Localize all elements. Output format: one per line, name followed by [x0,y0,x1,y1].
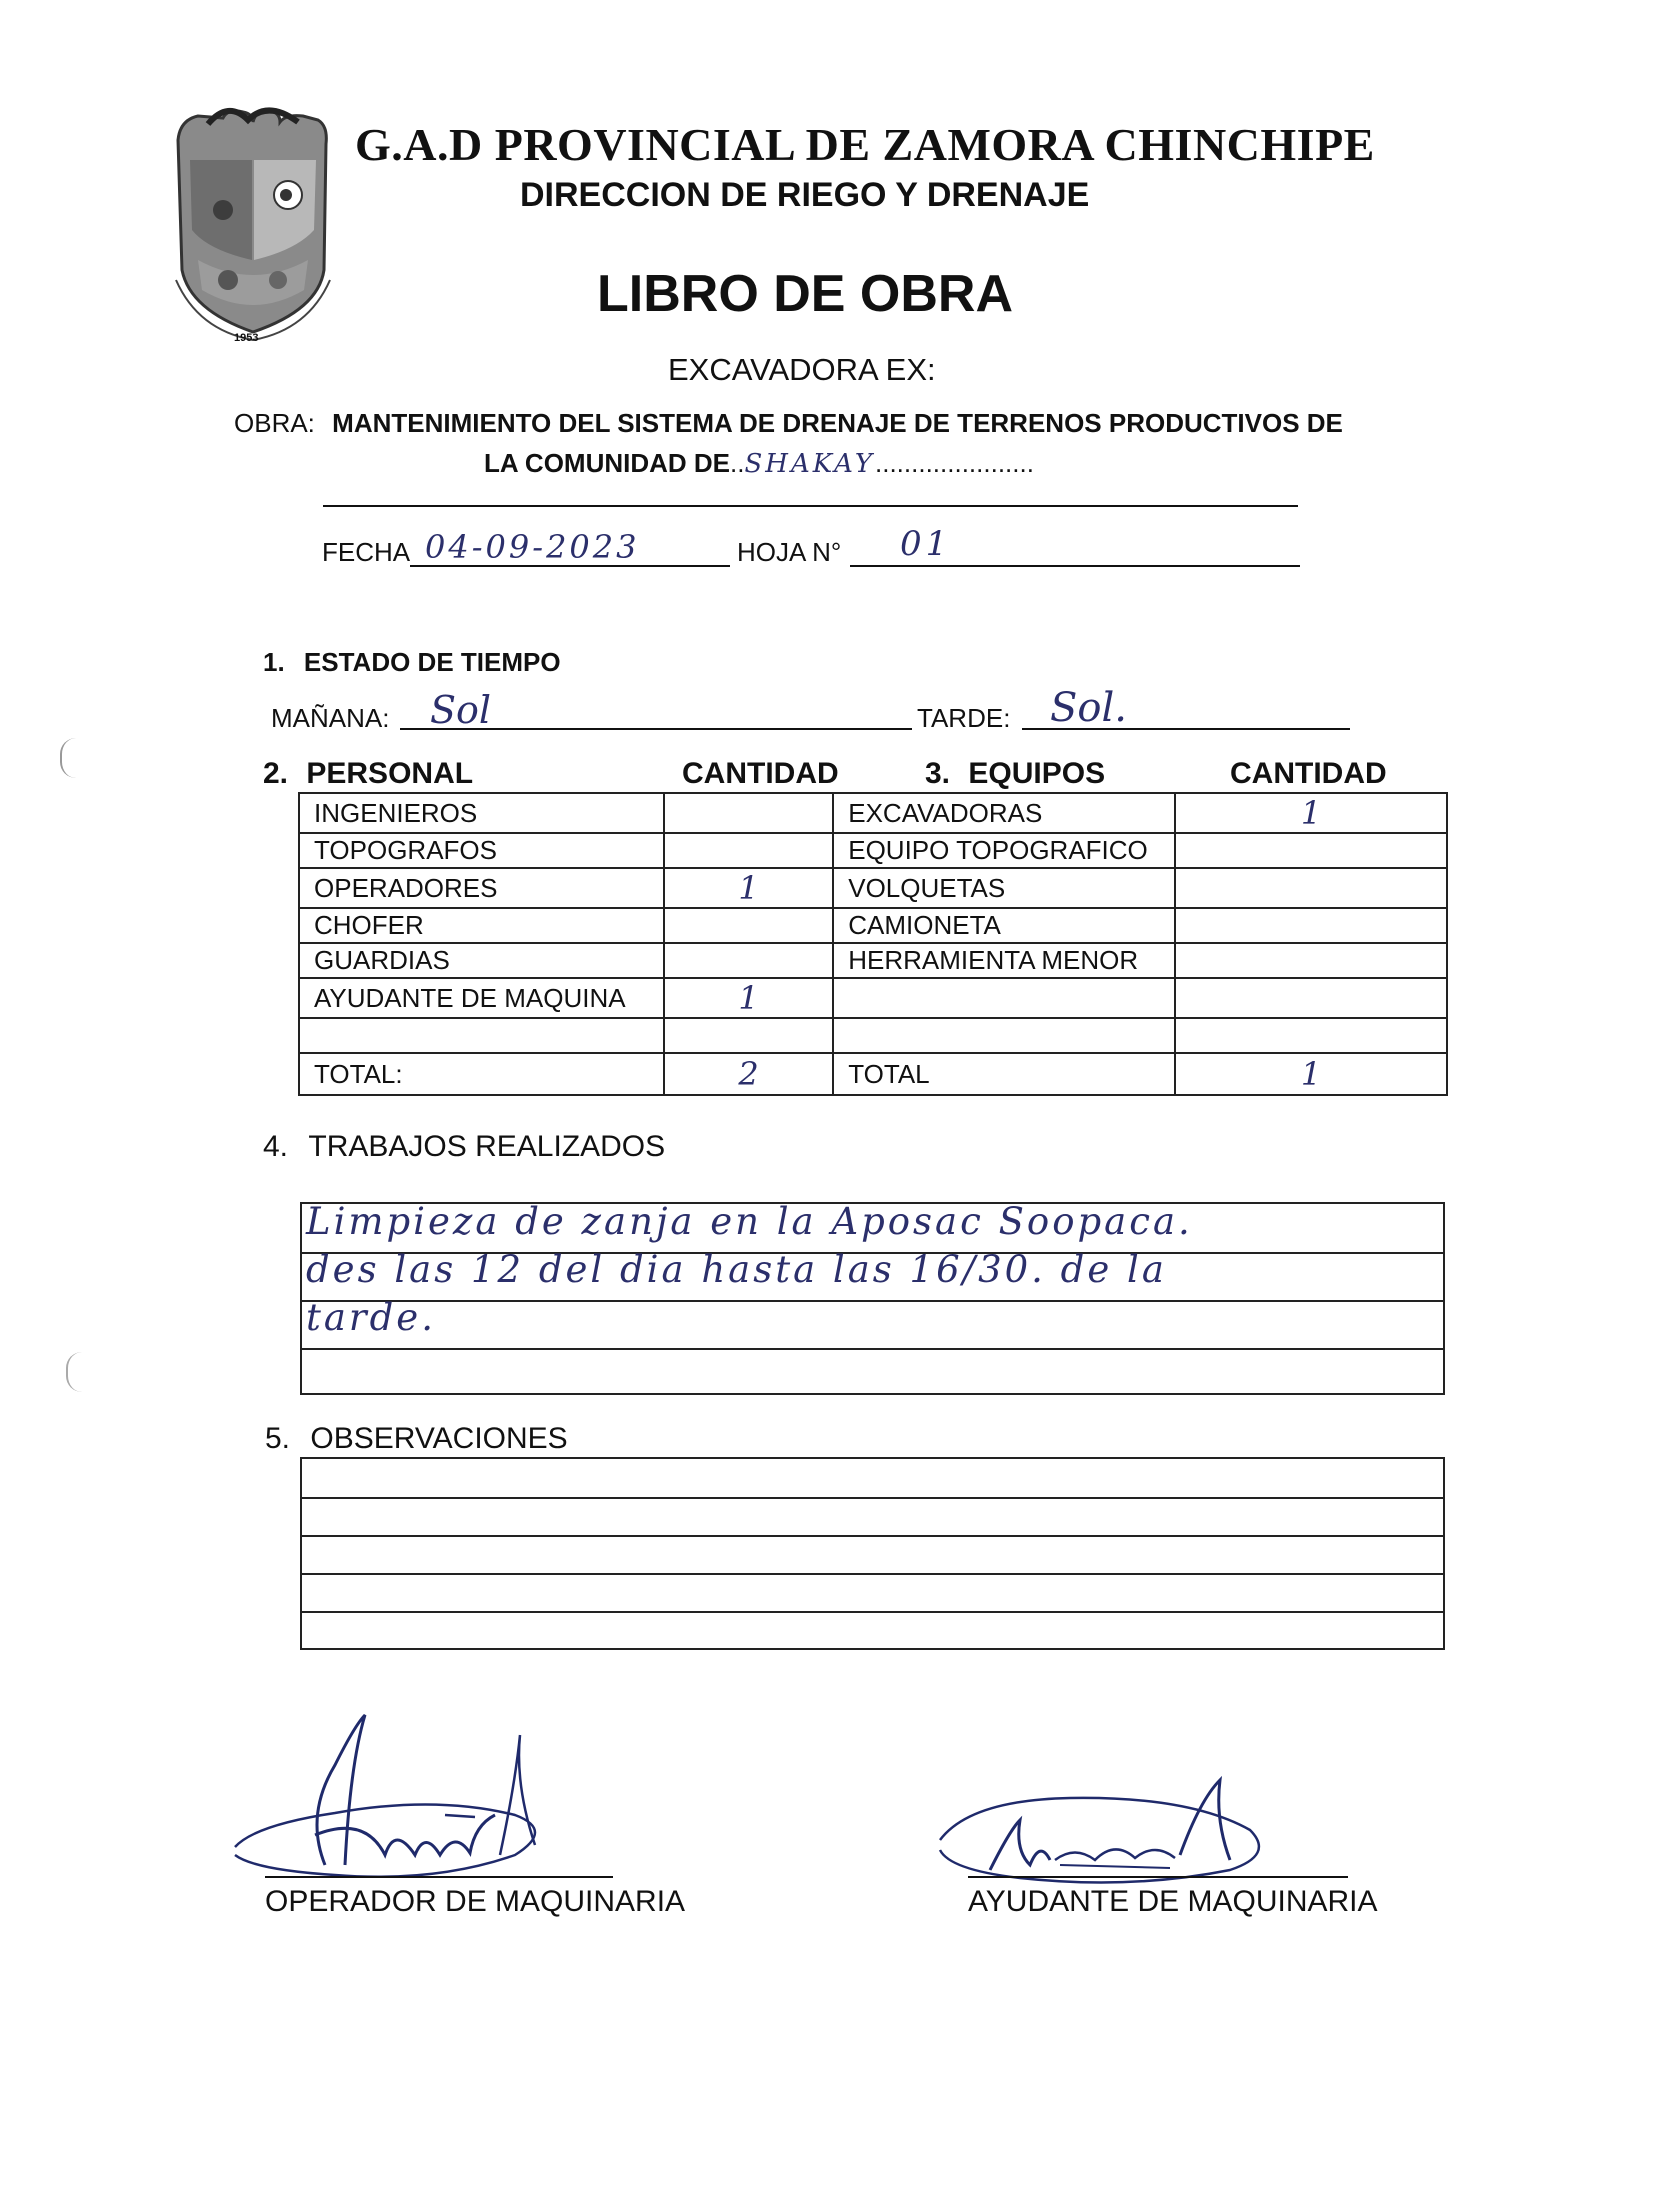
operator-signature [215,1705,615,1885]
organization-name: G.A.D PROVINCIAL DE ZAMORA CHINCHIPE [355,119,1375,170]
scan-mark [60,738,76,778]
table-row [299,868,1447,908]
personal-qty-cell [664,908,833,943]
obra-description: MANTENIMIENTO DEL SISTEMA DE DRENAJE DE TERRENOS PRODUCTIVOS DE [332,408,1343,438]
fecha-value: 04-09-2023 [425,528,640,566]
equipos-label-cell: EQUIPO TOPOGRAFICO [833,833,1175,868]
machine-label: EXCAVADORA EX: [668,352,936,387]
observaciones-heading-num: 5. [265,1422,291,1455]
personal-heading-num: 2. [263,757,289,790]
obra-label: OBRA: [234,408,315,438]
coat-of-arms-logo [168,100,338,350]
personal-heading-text: PERSONAL [306,757,474,790]
equipos-heading-text: EQUIPOS [968,757,1106,790]
trabajos-heading-num: 4. [263,1130,289,1163]
community-name: SHAKAY [744,449,876,479]
equipos-label-cell: HERRAMIENTA MENOR [833,943,1175,978]
observaciones-box [300,1457,1445,1650]
hoja-value: 01 [900,524,952,564]
trabajos-heading-text: TRABAJOS REALIZADOS [308,1130,666,1163]
personal-label-cell: AYUDANTE DE MAQUINA [299,978,664,1018]
assistant-signature [930,1760,1310,1890]
equipos-label-cell: CAMIONETA [833,908,1175,943]
equipos-qty-cell [1175,1018,1447,1053]
logo-year: 1953 [234,332,259,344]
ruled-line [302,1573,1443,1575]
equipos-label-cell: VOLQUETAS [833,868,1175,908]
personal-label-cell: INGENIEROS [299,793,664,833]
observaciones-heading-text: OBSERVACIONES [310,1422,568,1455]
obra-line-1 [234,408,1343,439]
ruled-line [302,1611,1443,1613]
trabajos-box [300,1202,1445,1395]
scan-mark [66,1352,82,1392]
operator-signature-line [265,1876,613,1878]
assistant-signature-line [968,1876,1348,1878]
tiempo-heading-num: 1. [263,647,285,677]
hoja-underline [850,565,1300,567]
personal-total-value: 2 [664,1053,833,1095]
operator-label: OPERADOR DE MAQUINARIA [265,1885,686,1918]
personal-qty-heading: CANTIDAD [682,757,839,790]
equipos-qty-cell [1175,908,1447,943]
equipos-qty-cell [1175,833,1447,868]
personal-label-cell: CHOFER [299,908,664,943]
trabajos-text-line: des las 12 del dia hasta las 16/30. de la [306,1248,1167,1291]
community-dots-before: .. [730,448,745,478]
ruled-line [302,1348,1443,1350]
table-total-row [299,1053,1447,1095]
table-row [299,978,1447,1018]
assistant-label: AYUDANTE DE MAQUINARIA [968,1885,1378,1918]
equipos-qty-cell [1175,868,1447,908]
equipos-label-cell [833,1018,1175,1053]
ruled-line [302,1497,1443,1499]
equipos-qty-cell: 1 [1175,793,1447,833]
table-row [299,943,1447,978]
personal-heading [263,757,473,791]
document-title: LIBRO DE OBRA [597,265,1013,323]
department-name: DIRECCION DE RIEGO Y DRENAJE [520,176,1090,214]
ruled-line [302,1535,1443,1537]
personal-qty-cell: 1 [664,868,833,908]
table-row [299,793,1447,833]
equipos-label-cell: EXCAVADORAS [833,793,1175,833]
obra-line-2 [484,448,1034,479]
table-row [299,908,1447,943]
hoja-label: HOJA N° [737,537,842,567]
equipos-total-label: TOTAL [833,1053,1175,1095]
morning-label: MAÑANA: [271,703,390,733]
observaciones-heading [265,1422,568,1456]
tiempo-heading-text: ESTADO DE TIEMPO [303,647,561,677]
trabajos-text-line: tarde. [306,1296,436,1339]
personal-total-label: TOTAL: [299,1053,664,1095]
equipos-qty-cell [1175,943,1447,978]
equipos-total-value: 1 [1175,1053,1447,1095]
afternoon-value: Sol. [1050,685,1127,731]
equipos-heading-num: 3. [925,757,951,790]
equipos-label-cell [833,978,1175,1018]
personal-qty-cell [664,833,833,868]
personal-equipos-table [298,792,1448,1096]
afternoon-label: TARDE: [917,703,1011,733]
personal-label-cell: OPERADORES [299,868,664,908]
trabajos-text-line: Limpieza de zanja en la Aposac Soopaca. [306,1200,1193,1243]
morning-value: Sol [430,688,492,732]
equipos-qty-cell [1175,978,1447,1018]
personal-label-cell [299,1018,664,1053]
ruled-line [302,1300,1443,1302]
fecha-label: FECHA [322,537,411,567]
community-dots-after: ...................... [875,448,1034,478]
personal-qty-cell [664,1018,833,1053]
personal-qty-cell: 1 [664,978,833,1018]
personal-qty-cell [664,793,833,833]
equipos-heading [925,757,1105,791]
equipos-qty-heading: CANTIDAD [1230,757,1387,790]
tiempo-heading [263,647,561,678]
personal-label-cell: GUARDIAS [299,943,664,978]
trabajos-heading [263,1130,665,1164]
personal-qty-cell [664,943,833,978]
table-row [299,833,1447,868]
community-prefix: LA COMUNIDAD DE [484,448,731,478]
personal-label-cell: TOPOGRAFOS [299,833,664,868]
table-row [299,1018,1447,1053]
obra-underline [323,505,1298,507]
